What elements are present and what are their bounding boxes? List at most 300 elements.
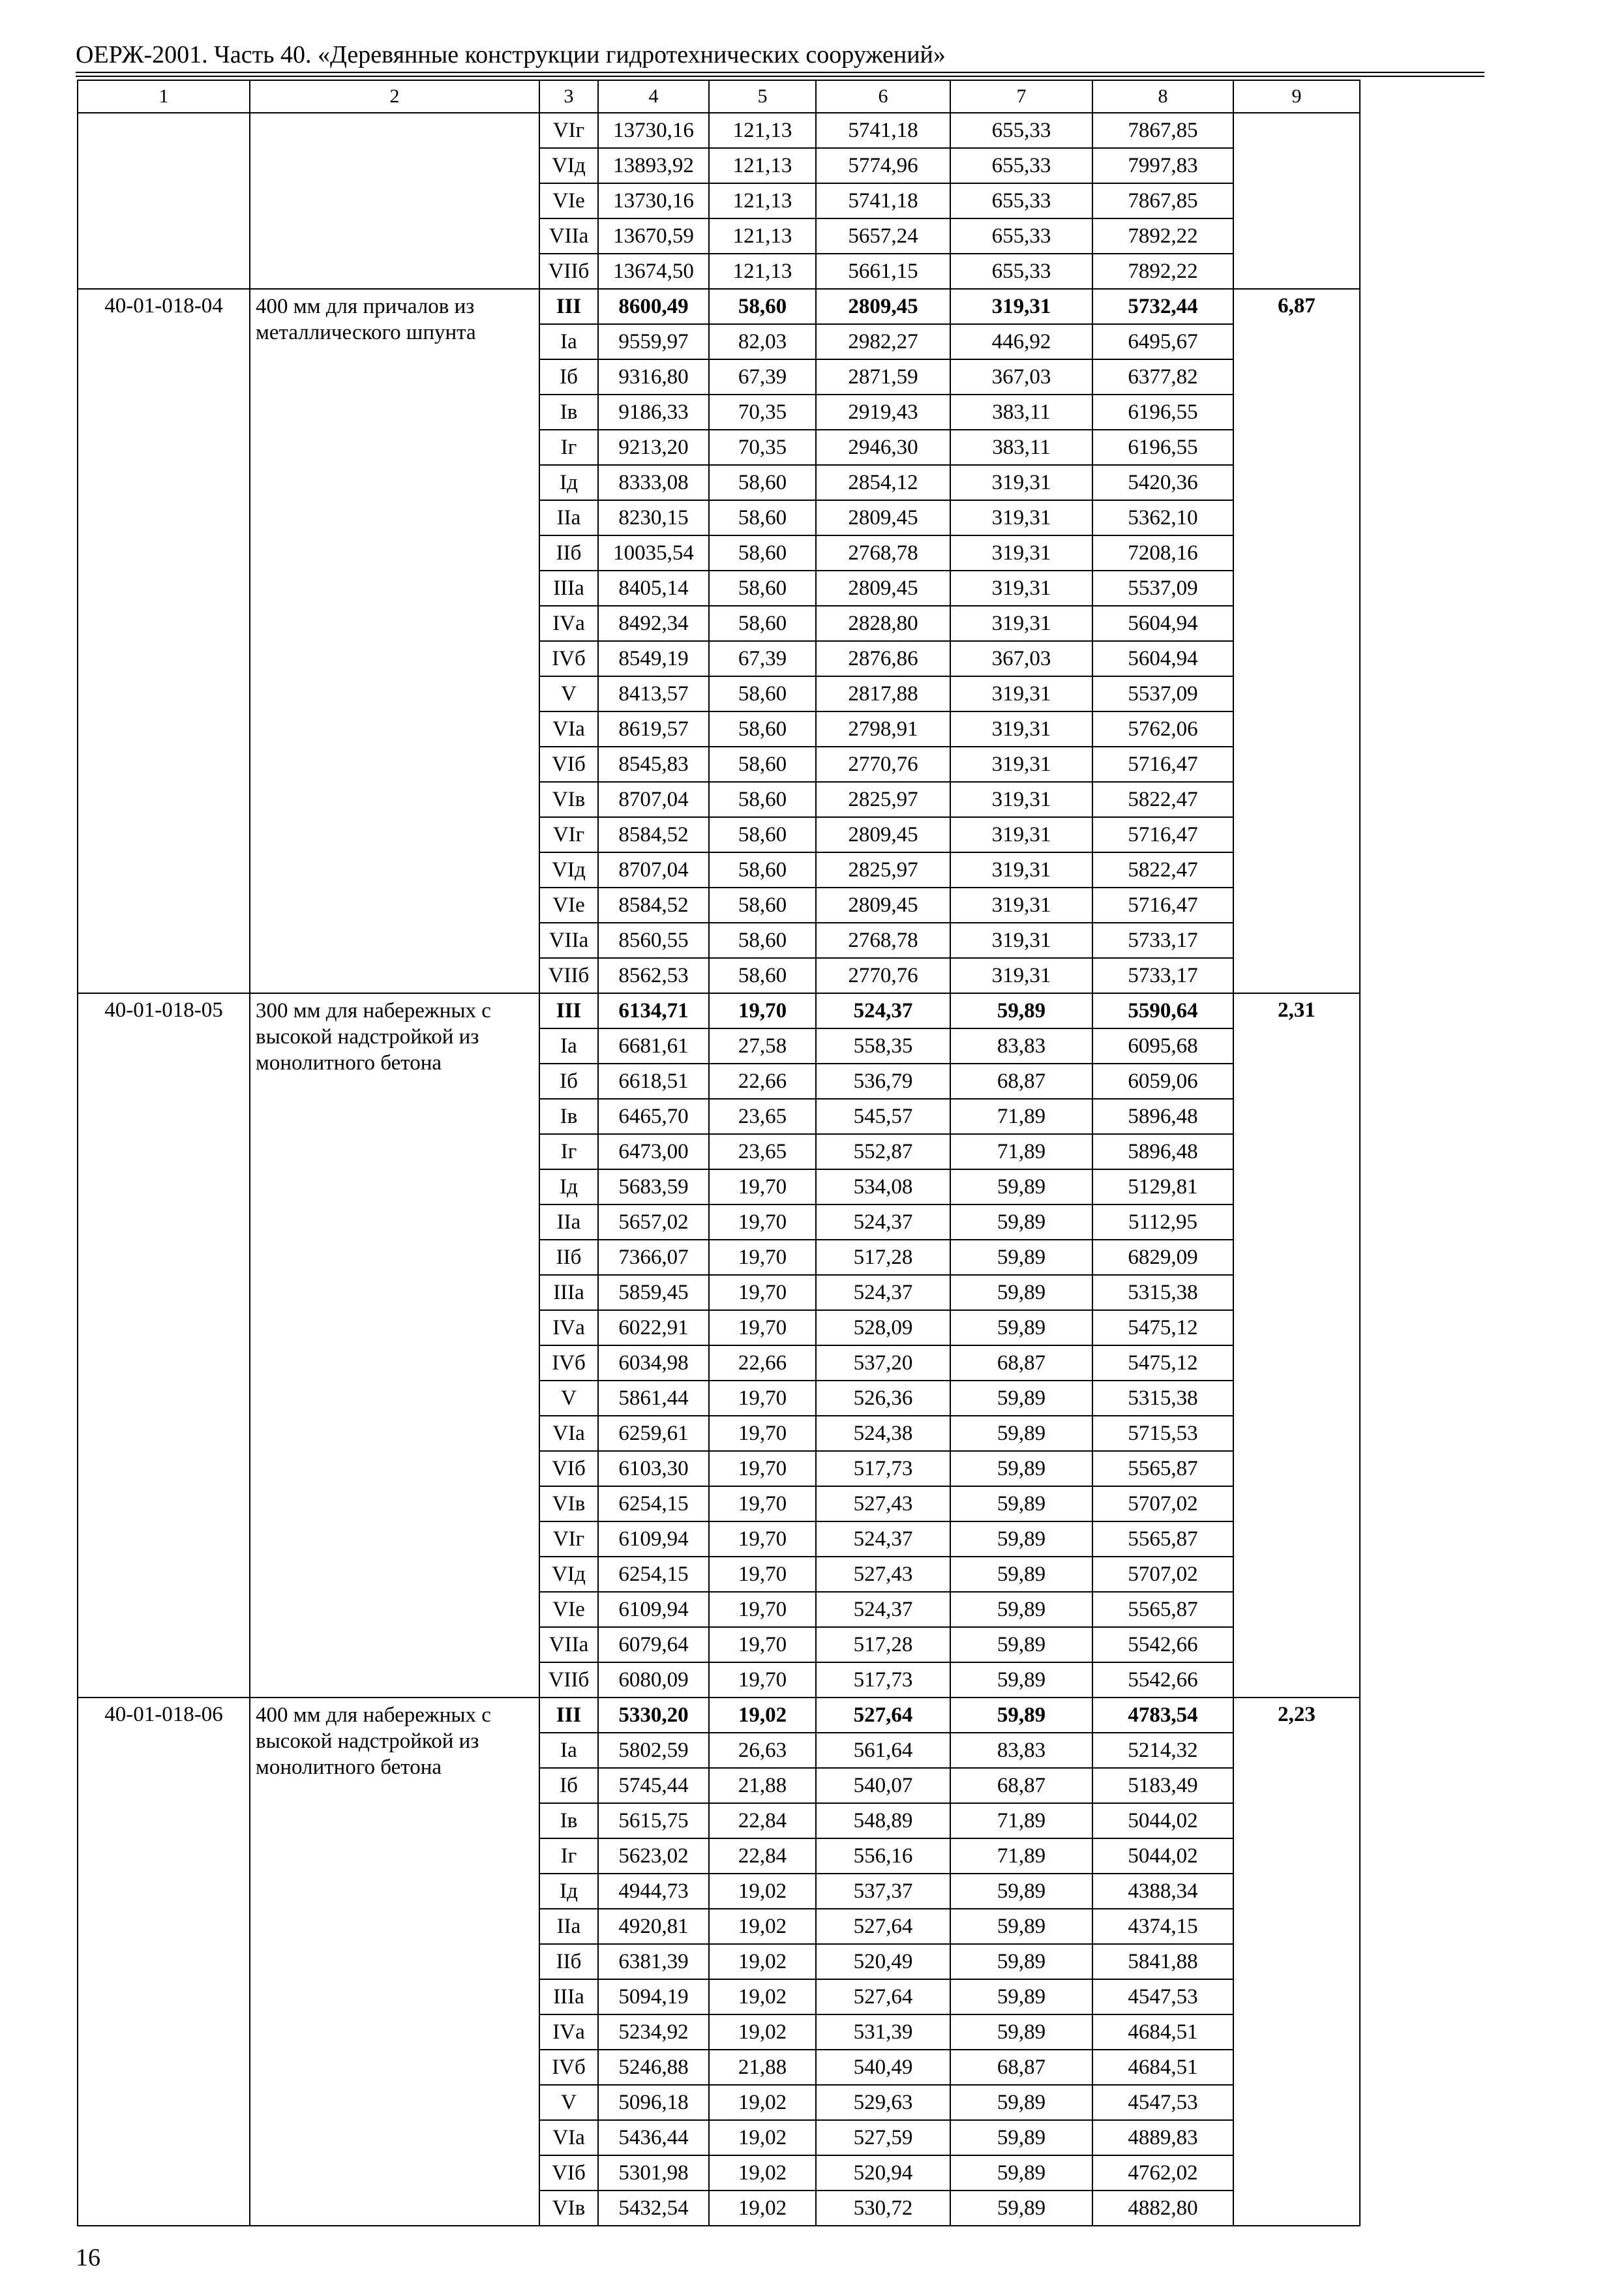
value-cell: 26,63 bbox=[709, 1733, 816, 1768]
value-cell: 71,89 bbox=[950, 1099, 1092, 1134]
value-cell: 540,07 bbox=[816, 1768, 950, 1803]
value-cell: 71,89 bbox=[950, 1803, 1092, 1838]
value-cell: 9316,80 bbox=[598, 359, 709, 395]
value-cell: 5707,02 bbox=[1092, 1486, 1233, 1521]
value-cell: 319,31 bbox=[950, 817, 1092, 852]
value-cell: 5044,02 bbox=[1092, 1838, 1233, 1874]
value-cell: 4882,80 bbox=[1092, 2191, 1233, 2226]
value-cell: 19,70 bbox=[709, 1521, 816, 1557]
value-cell: 5565,87 bbox=[1092, 1521, 1233, 1557]
zone-cell: IVб bbox=[539, 641, 598, 676]
zone-cell: Iг bbox=[539, 430, 598, 465]
rate-code: 40-01-018-05 bbox=[78, 993, 250, 1698]
header-rule-double bbox=[76, 76, 1484, 77]
value-cell: 8584,52 bbox=[598, 817, 709, 852]
value-cell: 5542,66 bbox=[1092, 1627, 1233, 1662]
value-cell: 319,31 bbox=[950, 465, 1092, 500]
value-cell: 58,60 bbox=[709, 852, 816, 888]
value-cell: 2768,78 bbox=[816, 535, 950, 571]
value-cell: 19,02 bbox=[709, 1874, 816, 1909]
value-cell: 2809,45 bbox=[816, 888, 950, 923]
zone-cell: IIа bbox=[539, 500, 598, 535]
header-rule bbox=[76, 72, 1484, 73]
zone-cell: Iв bbox=[539, 1099, 598, 1134]
zone-cell: Iб bbox=[539, 1064, 598, 1099]
value-cell: 655,33 bbox=[950, 113, 1092, 148]
value-cell: 21,88 bbox=[709, 2050, 816, 2085]
value-cell: 6080,09 bbox=[598, 1662, 709, 1698]
value-cell: 58,60 bbox=[709, 676, 816, 711]
value-cell: 2809,45 bbox=[816, 817, 950, 852]
value-cell: 6095,68 bbox=[1092, 1028, 1233, 1064]
value-cell: 383,11 bbox=[950, 395, 1092, 430]
value-cell: 58,60 bbox=[709, 817, 816, 852]
value-cell: 8405,14 bbox=[598, 571, 709, 606]
value-cell: 59,89 bbox=[950, 1204, 1092, 1240]
value-cell: 5861,44 bbox=[598, 1381, 709, 1416]
value-cell: 58,60 bbox=[709, 782, 816, 817]
value-cell: 6829,09 bbox=[1092, 1240, 1233, 1275]
value-cell: 5315,38 bbox=[1092, 1381, 1233, 1416]
zone-cell: VIв bbox=[539, 782, 598, 817]
zone-cell: Iг bbox=[539, 1134, 598, 1169]
value-cell: 6254,15 bbox=[598, 1557, 709, 1592]
value-cell: 19,70 bbox=[709, 1169, 816, 1204]
value-cell: 59,89 bbox=[950, 2014, 1092, 2050]
value-cell: 520,94 bbox=[816, 2155, 950, 2191]
value-cell: 2825,97 bbox=[816, 852, 950, 888]
value-cell: 5112,95 bbox=[1092, 1204, 1233, 1240]
value-cell: 59,89 bbox=[950, 1521, 1092, 1557]
rate-description: 400 мм для причалов из металлического шпунта bbox=[250, 289, 539, 993]
value-cell: 59,89 bbox=[950, 1486, 1092, 1521]
column-number-3: 3 bbox=[539, 80, 598, 113]
value-cell: 59,89 bbox=[950, 1557, 1092, 1592]
value-cell: 5537,09 bbox=[1092, 676, 1233, 711]
value-cell: 7208,16 bbox=[1092, 535, 1233, 571]
value-cell: 5896,48 bbox=[1092, 1099, 1233, 1134]
zone-cell: VIв bbox=[539, 1486, 598, 1521]
zone-cell: IVб bbox=[539, 2050, 598, 2085]
value-cell: 59,89 bbox=[950, 2085, 1092, 2120]
value-cell: 6465,70 bbox=[598, 1099, 709, 1134]
value-cell: 59,89 bbox=[950, 1979, 1092, 2014]
value-cell: 5732,44 bbox=[1092, 289, 1233, 324]
value-cell: 5604,94 bbox=[1092, 606, 1233, 641]
value-cell: 446,92 bbox=[950, 324, 1092, 359]
value-cell: 59,89 bbox=[950, 1451, 1092, 1486]
value-cell: 58,60 bbox=[709, 747, 816, 782]
labor-cost-cell: 2,23 bbox=[1233, 1698, 1360, 2226]
value-cell: 59,89 bbox=[950, 2120, 1092, 2155]
value-cell: 8562,53 bbox=[598, 958, 709, 993]
value-cell: 5234,92 bbox=[598, 2014, 709, 2050]
value-cell: 67,39 bbox=[709, 359, 816, 395]
zone-cell: V bbox=[539, 2085, 598, 2120]
value-cell: 367,03 bbox=[950, 359, 1092, 395]
value-cell: 319,31 bbox=[950, 782, 1092, 817]
value-cell: 8707,04 bbox=[598, 782, 709, 817]
value-cell: 4920,81 bbox=[598, 1909, 709, 1944]
value-cell: 561,64 bbox=[816, 1733, 950, 1768]
value-cell: 5841,88 bbox=[1092, 1944, 1233, 1979]
value-cell: 68,87 bbox=[950, 1064, 1092, 1099]
value-cell: 8545,83 bbox=[598, 747, 709, 782]
zone-cell: III bbox=[539, 1698, 598, 1733]
value-cell: 82,03 bbox=[709, 324, 816, 359]
value-cell: 83,83 bbox=[950, 1733, 1092, 1768]
column-number-1: 1 bbox=[78, 80, 250, 113]
value-cell: 319,31 bbox=[950, 888, 1092, 923]
value-cell: 6381,39 bbox=[598, 1944, 709, 1979]
value-cell: 8333,08 bbox=[598, 465, 709, 500]
value-cell: 19,02 bbox=[709, 2191, 816, 2226]
value-cell: 58,60 bbox=[709, 535, 816, 571]
value-cell: 19,02 bbox=[709, 1979, 816, 2014]
value-cell: 68,87 bbox=[950, 1768, 1092, 1803]
value-cell: 19,70 bbox=[709, 1381, 816, 1416]
value-cell: 68,87 bbox=[950, 1345, 1092, 1381]
value-cell: 6022,91 bbox=[598, 1310, 709, 1345]
value-cell: 58,60 bbox=[709, 606, 816, 641]
zone-cell: III bbox=[539, 993, 598, 1028]
value-cell: 58,60 bbox=[709, 571, 816, 606]
value-cell: 121,13 bbox=[709, 148, 816, 183]
value-cell: 6196,55 bbox=[1092, 395, 1233, 430]
value-cell: 6103,30 bbox=[598, 1451, 709, 1486]
value-cell: 59,89 bbox=[950, 1627, 1092, 1662]
value-cell: 9186,33 bbox=[598, 395, 709, 430]
zone-cell: VIе bbox=[539, 183, 598, 218]
value-cell: 5733,17 bbox=[1092, 958, 1233, 993]
value-cell: 19,70 bbox=[709, 1310, 816, 1345]
value-cell: 59,89 bbox=[950, 1169, 1092, 1204]
zone-cell: VIIа bbox=[539, 218, 598, 254]
value-cell: 19,70 bbox=[709, 1557, 816, 1592]
table-row bbox=[78, 993, 1360, 1028]
value-cell: 524,37 bbox=[816, 1204, 950, 1240]
value-cell: 8560,55 bbox=[598, 923, 709, 958]
zone-cell: VIб bbox=[539, 2155, 598, 2191]
zone-cell: Iа bbox=[539, 1028, 598, 1064]
value-cell: 8619,57 bbox=[598, 711, 709, 747]
labor-cost-cell: 2,31 bbox=[1233, 993, 1360, 1698]
zone-cell: VIб bbox=[539, 747, 598, 782]
rate-description bbox=[250, 113, 539, 289]
value-cell: 19,70 bbox=[709, 1592, 816, 1627]
value-cell: 58,60 bbox=[709, 500, 816, 535]
value-cell: 13730,16 bbox=[598, 113, 709, 148]
zone-cell: IVа bbox=[539, 606, 598, 641]
rate-code bbox=[78, 113, 250, 289]
value-cell: 5604,94 bbox=[1092, 641, 1233, 676]
column-number-6: 6 bbox=[816, 80, 950, 113]
zone-cell: VIб bbox=[539, 1451, 598, 1486]
value-cell: 5537,09 bbox=[1092, 571, 1233, 606]
zone-cell: VIв bbox=[539, 2191, 598, 2226]
value-cell: 319,31 bbox=[950, 289, 1092, 324]
value-cell: 5741,18 bbox=[816, 113, 950, 148]
value-cell: 5657,02 bbox=[598, 1204, 709, 1240]
value-cell: 6059,06 bbox=[1092, 1064, 1233, 1099]
value-cell: 19,70 bbox=[709, 1486, 816, 1521]
value-cell: 2817,88 bbox=[816, 676, 950, 711]
value-cell: 5475,12 bbox=[1092, 1345, 1233, 1381]
value-cell: 59,89 bbox=[950, 1416, 1092, 1451]
column-header-row bbox=[78, 80, 1360, 113]
zone-cell: V bbox=[539, 676, 598, 711]
value-cell: 2798,91 bbox=[816, 711, 950, 747]
value-cell: 6681,61 bbox=[598, 1028, 709, 1064]
value-cell: 556,16 bbox=[816, 1838, 950, 1874]
value-cell: 70,35 bbox=[709, 430, 816, 465]
value-cell: 5436,44 bbox=[598, 2120, 709, 2155]
zone-cell: Iг bbox=[539, 1838, 598, 1874]
value-cell: 517,73 bbox=[816, 1662, 950, 1698]
value-cell: 527,64 bbox=[816, 1698, 950, 1733]
value-cell: 528,09 bbox=[816, 1310, 950, 1345]
value-cell: 8707,04 bbox=[598, 852, 709, 888]
value-cell: 6109,94 bbox=[598, 1592, 709, 1627]
value-cell: 5741,18 bbox=[816, 183, 950, 218]
zone-cell: IVа bbox=[539, 1310, 598, 1345]
value-cell: 2770,76 bbox=[816, 958, 950, 993]
column-number-2: 2 bbox=[250, 80, 539, 113]
value-cell: 5716,47 bbox=[1092, 747, 1233, 782]
value-cell: 5716,47 bbox=[1092, 817, 1233, 852]
value-cell: 68,87 bbox=[950, 2050, 1092, 2085]
labor-cost-cell: 6,87 bbox=[1233, 289, 1360, 993]
value-cell: 6254,15 bbox=[598, 1486, 709, 1521]
value-cell: 5565,87 bbox=[1092, 1592, 1233, 1627]
value-cell: 655,33 bbox=[950, 218, 1092, 254]
zone-cell: VIIа bbox=[539, 923, 598, 958]
value-cell: 13670,59 bbox=[598, 218, 709, 254]
value-cell: 19,02 bbox=[709, 2155, 816, 2191]
value-cell: 2809,45 bbox=[816, 500, 950, 535]
value-cell: 19,70 bbox=[709, 1204, 816, 1240]
value-cell: 5716,47 bbox=[1092, 888, 1233, 923]
page-number: 16 bbox=[76, 2244, 100, 2271]
value-cell: 530,72 bbox=[816, 2191, 950, 2226]
value-cell: 517,73 bbox=[816, 1451, 950, 1486]
value-cell: 5657,24 bbox=[816, 218, 950, 254]
value-cell: 8549,19 bbox=[598, 641, 709, 676]
value-cell: 22,66 bbox=[709, 1345, 816, 1381]
value-cell: 524,38 bbox=[816, 1416, 950, 1451]
value-cell: 4374,15 bbox=[1092, 1909, 1233, 1944]
value-cell: 7892,22 bbox=[1092, 254, 1233, 289]
value-cell: 58,60 bbox=[709, 711, 816, 747]
value-cell: 367,03 bbox=[950, 641, 1092, 676]
value-cell: 5301,98 bbox=[598, 2155, 709, 2191]
value-cell: 67,39 bbox=[709, 641, 816, 676]
value-cell: 19,70 bbox=[709, 993, 816, 1028]
zone-cell: Iа bbox=[539, 1733, 598, 1768]
rate-code: 40-01-018-04 bbox=[78, 289, 250, 993]
zone-cell: VIа bbox=[539, 1416, 598, 1451]
value-cell: 5129,81 bbox=[1092, 1169, 1233, 1204]
value-cell: 13674,50 bbox=[598, 254, 709, 289]
value-cell: 7867,85 bbox=[1092, 113, 1233, 148]
value-cell: 548,89 bbox=[816, 1803, 950, 1838]
value-cell: 59,89 bbox=[950, 1275, 1092, 1310]
value-cell: 7997,83 bbox=[1092, 148, 1233, 183]
value-cell: 5661,15 bbox=[816, 254, 950, 289]
value-cell: 520,49 bbox=[816, 1944, 950, 1979]
value-cell: 534,08 bbox=[816, 1169, 950, 1204]
zone-cell: IIIа bbox=[539, 1275, 598, 1310]
value-cell: 655,33 bbox=[950, 183, 1092, 218]
value-cell: 4547,53 bbox=[1092, 2085, 1233, 2120]
value-cell: 5802,59 bbox=[598, 1733, 709, 1768]
value-cell: 59,89 bbox=[950, 2191, 1092, 2226]
value-cell: 5432,54 bbox=[598, 2191, 709, 2226]
value-cell: 71,89 bbox=[950, 1838, 1092, 1874]
value-cell: 19,70 bbox=[709, 1662, 816, 1698]
value-cell: 5615,75 bbox=[598, 1803, 709, 1838]
value-cell: 59,89 bbox=[950, 1874, 1092, 1909]
value-cell: 6473,00 bbox=[598, 1134, 709, 1169]
column-number-9: 9 bbox=[1233, 80, 1360, 113]
value-cell: 4684,51 bbox=[1092, 2050, 1233, 2085]
value-cell: 5094,19 bbox=[598, 1979, 709, 2014]
value-cell: 9559,97 bbox=[598, 324, 709, 359]
value-cell: 19,70 bbox=[709, 1275, 816, 1310]
value-cell: 7892,22 bbox=[1092, 218, 1233, 254]
value-cell: 59,89 bbox=[950, 1310, 1092, 1345]
value-cell: 121,13 bbox=[709, 218, 816, 254]
zone-cell: VIIб bbox=[539, 254, 598, 289]
value-cell: 4889,83 bbox=[1092, 2120, 1233, 2155]
value-cell: 527,59 bbox=[816, 2120, 950, 2155]
zone-cell: VIе bbox=[539, 1592, 598, 1627]
value-cell: 655,33 bbox=[950, 148, 1092, 183]
value-cell: 527,43 bbox=[816, 1557, 950, 1592]
value-cell: 2828,80 bbox=[816, 606, 950, 641]
value-cell: 5362,10 bbox=[1092, 500, 1233, 535]
zone-cell: IVб bbox=[539, 1345, 598, 1381]
zone-cell: IIб bbox=[539, 535, 598, 571]
value-cell: 383,11 bbox=[950, 430, 1092, 465]
value-cell: 58,60 bbox=[709, 958, 816, 993]
value-cell: 19,02 bbox=[709, 1698, 816, 1733]
zone-cell: IVа bbox=[539, 2014, 598, 2050]
zone-cell: Iв bbox=[539, 1803, 598, 1838]
value-cell: 2770,76 bbox=[816, 747, 950, 782]
value-cell: 7366,07 bbox=[598, 1240, 709, 1275]
value-cell: 545,57 bbox=[816, 1099, 950, 1134]
value-cell: 319,31 bbox=[950, 535, 1092, 571]
value-cell: 5330,20 bbox=[598, 1698, 709, 1733]
value-cell: 2946,30 bbox=[816, 430, 950, 465]
value-cell: 23,65 bbox=[709, 1134, 816, 1169]
value-cell: 319,31 bbox=[950, 923, 1092, 958]
value-cell: 6134,71 bbox=[598, 993, 709, 1028]
value-cell: 5542,66 bbox=[1092, 1662, 1233, 1698]
value-cell: 6618,51 bbox=[598, 1064, 709, 1099]
value-cell: 5475,12 bbox=[1092, 1310, 1233, 1345]
value-cell: 4684,51 bbox=[1092, 2014, 1233, 2050]
zone-cell: VIа bbox=[539, 2120, 598, 2155]
value-cell: 59,89 bbox=[950, 2155, 1092, 2191]
value-cell: 2825,97 bbox=[816, 782, 950, 817]
zone-cell: Iд bbox=[539, 465, 598, 500]
value-cell: 536,79 bbox=[816, 1064, 950, 1099]
value-cell: 8230,15 bbox=[598, 500, 709, 535]
value-cell: 4547,53 bbox=[1092, 1979, 1233, 2014]
value-cell: 5044,02 bbox=[1092, 1803, 1233, 1838]
value-cell: 27,58 bbox=[709, 1028, 816, 1064]
value-cell: 19,70 bbox=[709, 1451, 816, 1486]
value-cell: 59,89 bbox=[950, 1592, 1092, 1627]
value-cell: 59,89 bbox=[950, 1698, 1092, 1733]
value-cell: 526,36 bbox=[816, 1381, 950, 1416]
value-cell: 13893,92 bbox=[598, 148, 709, 183]
column-number-7: 7 bbox=[950, 80, 1092, 113]
zone-cell: VIе bbox=[539, 888, 598, 923]
zone-cell: Iб bbox=[539, 1768, 598, 1803]
value-cell: 552,87 bbox=[816, 1134, 950, 1169]
value-cell: 59,89 bbox=[950, 1381, 1092, 1416]
value-cell: 5683,59 bbox=[598, 1169, 709, 1204]
value-cell: 524,37 bbox=[816, 1592, 950, 1627]
value-cell: 5762,06 bbox=[1092, 711, 1233, 747]
zone-cell: VIг bbox=[539, 817, 598, 852]
value-cell: 2876,86 bbox=[816, 641, 950, 676]
value-cell: 319,31 bbox=[950, 606, 1092, 641]
value-cell: 19,02 bbox=[709, 1909, 816, 1944]
value-cell: 5623,02 bbox=[598, 1838, 709, 1874]
zone-cell: VIд bbox=[539, 852, 598, 888]
value-cell: 5715,53 bbox=[1092, 1416, 1233, 1451]
value-cell: 524,37 bbox=[816, 993, 950, 1028]
value-cell: 5183,49 bbox=[1092, 1768, 1233, 1803]
value-cell: 9213,20 bbox=[598, 430, 709, 465]
value-cell: 70,35 bbox=[709, 395, 816, 430]
value-cell: 2919,43 bbox=[816, 395, 950, 430]
value-cell: 5590,64 bbox=[1092, 993, 1233, 1028]
value-cell: 558,35 bbox=[816, 1028, 950, 1064]
value-cell: 6196,55 bbox=[1092, 430, 1233, 465]
zone-cell: VIа bbox=[539, 711, 598, 747]
zone-cell: VIIб bbox=[539, 958, 598, 993]
zone-cell: VIIа bbox=[539, 1627, 598, 1662]
value-cell: 4762,02 bbox=[1092, 2155, 1233, 2191]
zone-cell: III bbox=[539, 289, 598, 324]
value-cell: 5896,48 bbox=[1092, 1134, 1233, 1169]
value-cell: 59,89 bbox=[950, 993, 1092, 1028]
table-row bbox=[78, 113, 1360, 148]
value-cell: 5420,36 bbox=[1092, 465, 1233, 500]
zone-cell: Iд bbox=[539, 1169, 598, 1204]
zone-cell: IIа bbox=[539, 1909, 598, 1944]
value-cell: 121,13 bbox=[709, 254, 816, 289]
value-cell: 58,60 bbox=[709, 289, 816, 324]
value-cell: 529,63 bbox=[816, 2085, 950, 2120]
zone-cell: V bbox=[539, 1381, 598, 1416]
rate-description: 400 мм для набережных с высокой надстройкой из монолитного бетона bbox=[250, 1698, 539, 2226]
value-cell: 5315,38 bbox=[1092, 1275, 1233, 1310]
value-cell: 6377,82 bbox=[1092, 359, 1233, 395]
value-cell: 5822,47 bbox=[1092, 852, 1233, 888]
zone-cell: Iа bbox=[539, 324, 598, 359]
value-cell: 4944,73 bbox=[598, 1874, 709, 1909]
value-cell: 8600,49 bbox=[598, 289, 709, 324]
zone-cell: IIIа bbox=[539, 1979, 598, 2014]
value-cell: 540,49 bbox=[816, 2050, 950, 2085]
value-cell: 5707,02 bbox=[1092, 1557, 1233, 1592]
